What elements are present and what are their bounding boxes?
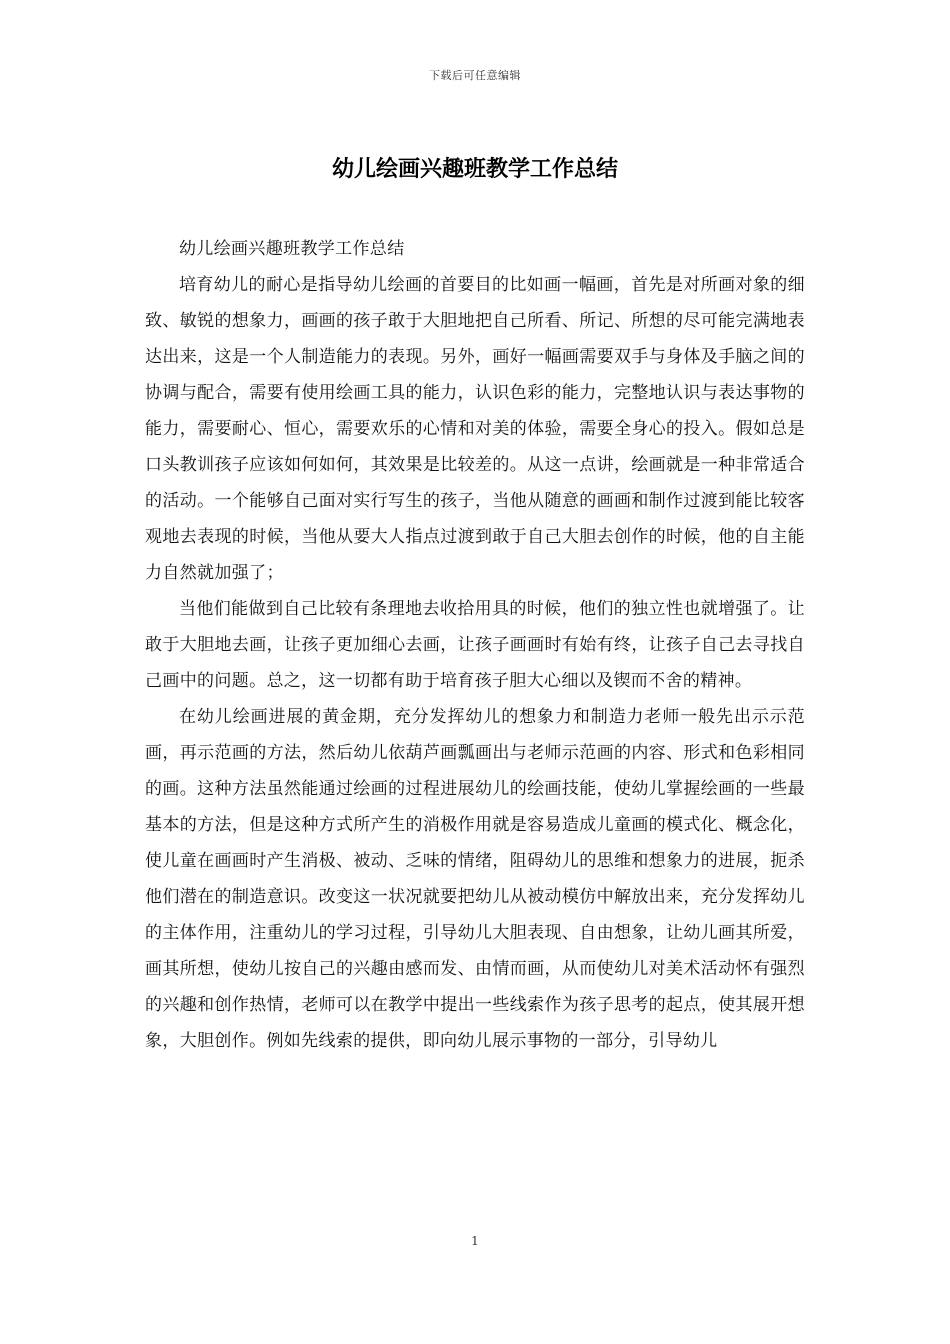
paragraph: 在幼儿绘画进展的黄金期，充分发挥幼儿的想象力和制造力老师一般先出示示范画，再示范画的方法，然后幼儿依葫芦画瓢画出与老师示范画的内容、形式和色彩相同的画。这种方法虽然能通过绘画的过程进展幼儿的绘画技能，使幼儿掌握绘画的一些最基本的方法，但是这种方式所产生的消极作用就是容易造成儿童画的模式化、概念化，使儿童在画画时产生消极、被动、乏味的情绪，阻碍幼儿的思维和想象力的进展，扼杀他们潜在的制造意识。改变这一状况就要把幼儿从被动模仿中解放出来，充分发挥幼儿的主体作用，注重幼儿的学习过程，引导幼儿大胆表现、自由想象，让幼儿画其所爱，画其所想，使幼儿按自己的兴趣由感而发、由情而画，从而使幼儿对美术活动怀有强烈的兴趣和创作热情，老师可以在教学中提出一些线索作为孩子思考的起点，使其展开想象，大胆创作。例如先线索的提供，即向幼儿展示事物的一部分，引导幼儿 bbox=[145, 707, 805, 1051]
paragraph-subtitle: 幼儿绘画兴趣班教学工作总结 bbox=[179, 239, 405, 259]
page-number: 1 bbox=[471, 1234, 479, 1248]
page-header-note: 下载后可任意编辑 bbox=[429, 69, 521, 82]
paragraph: 培育幼儿的耐心是指导幼儿绘画的首要目的比如画一幅画，首先是对所画对象的细致、敏锐的想象力，画画的孩子敢于大胆地把自己所看、所记、所想的尽可能完满地表达出来，这是一个人制造能力的表现。另外，画好一幅画需要双手与身体及手脑之间的协调与配合，需要有使用绘画工具的能力，认识色彩的能力，完整地认识与表达事物的能力，需要耐心、恒心，需要欢乐的心情和对美的体验，需要全身心的投入。假如总是口头教训孩子应该如何如何，其效果是比较差的。从这一点讲，绘画就是一种非常适合的活动。一个能够自己面对实行写生的孩子，当他从随意的画画和制作过渡到能比较客观地去表现的时候，当他从要大人指点过渡到敢于自己大胆去创作的时候，他的自主能力自然就加强了； bbox=[145, 275, 805, 583]
document-title: 幼儿绘画兴趣班教学工作总结 bbox=[331, 156, 618, 182]
paragraph: 当他们能做到自己比较有条理地去收拾用具的时候，他们的独立性也就增强了。让敢于大胆地去画，让孩子更加细心去画，让孩子画画时有始有终，让孩子自己去寻找自己画中的问题。总之，这一切都有助于培育孩子胆大心细以及锲而不舍的精神。 bbox=[145, 599, 805, 691]
document-body bbox=[145, 231, 805, 1059]
